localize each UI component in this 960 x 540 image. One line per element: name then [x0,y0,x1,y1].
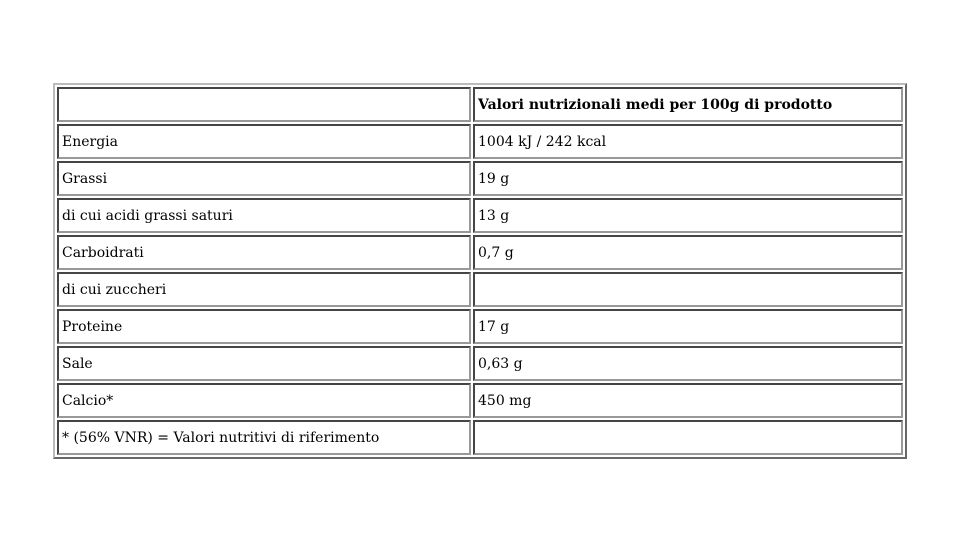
nutrient-name-cell: Grassi [57,161,471,196]
nutrient-value-cell: 13 g [473,198,903,233]
nutrient-value-cell: 450 mg [473,383,903,418]
nutrient-name-cell: Proteine [57,309,471,344]
nutrient-value-cell: 1004 kJ / 242 kcal [473,124,903,159]
nutrient-value-cell: 19 g [473,161,903,196]
table-header-row [57,87,903,122]
nutrient-name-cell: * (56% VNR) = Valori nutritivi di riferimento [57,420,471,455]
header-cell [57,87,471,122]
table-row [57,346,903,381]
nutrient-name-cell: Energia [57,124,471,159]
table-row [57,309,903,344]
table-row [57,161,903,196]
table-row [57,420,903,455]
nutrient-name-cell: Sale [57,346,471,381]
nutrient-name-cell: di cui acidi grassi saturi [57,198,471,233]
nutrient-name-cell: Carboidrati [57,235,471,270]
table-row [57,235,903,270]
table-row [57,272,903,307]
table-row [57,124,903,159]
nutrient-value-cell: 17 g [473,309,903,344]
table-row [57,198,903,233]
nutrient-name-cell: di cui zuccheri [57,272,471,307]
nutrient-value-cell [473,420,903,455]
nutrition-table [53,83,907,459]
nutrient-value-cell: 0,63 g [473,346,903,381]
nutrient-name-cell: Calcio* [57,383,471,418]
nutrient-value-cell: 0,7 g [473,235,903,270]
header-cell: Valori nutrizionali medi per 100g di prodotto [473,87,903,122]
table-row [57,383,903,418]
nutrient-value-cell [473,272,903,307]
